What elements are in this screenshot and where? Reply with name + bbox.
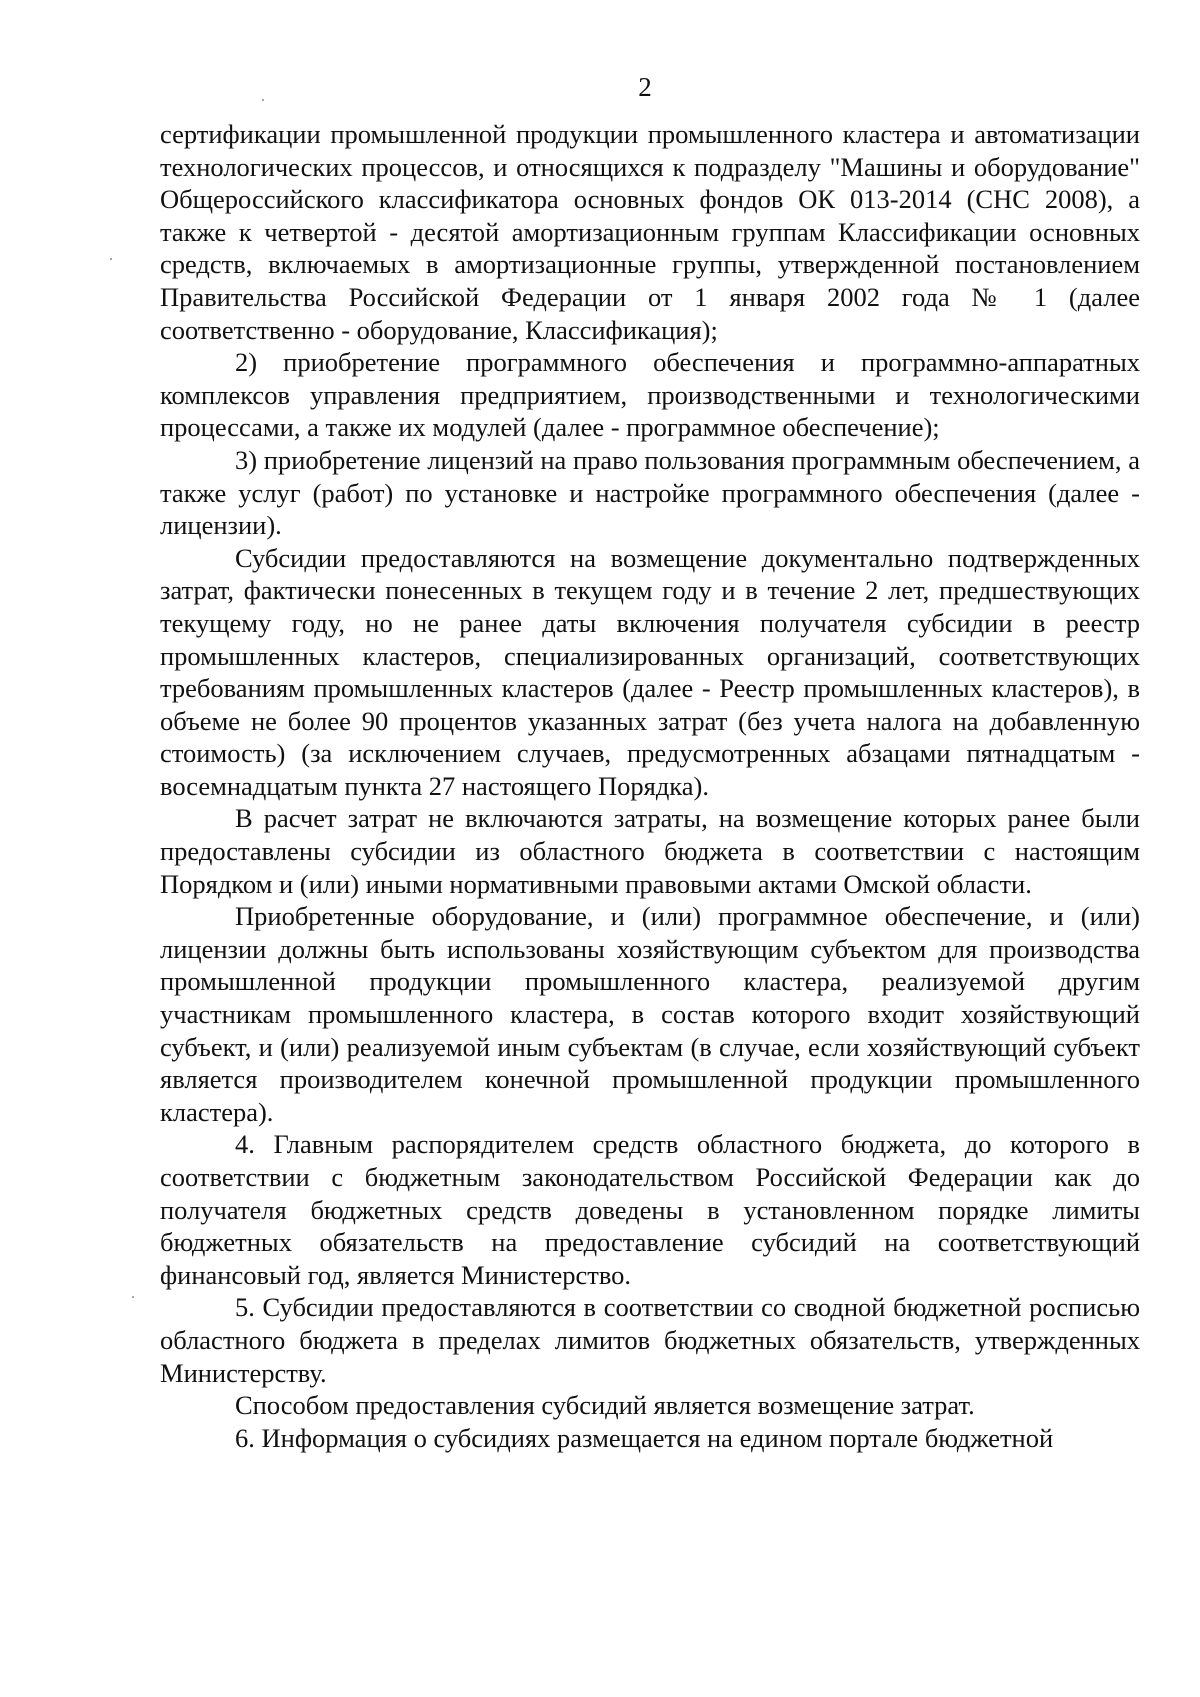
paragraph-section-5: 5. Субсидии предоставляются в соответствии со сводной бюджетной росписью областного бюджета в пределах лимитов бюджетных обязательств, утвержденных Министерству. [160,1292,1140,1388]
paragraph-item-3: 3) приобретение лицензий на право пользования программным обеспечением, а также услуг (работ) по установке и настройке программного обеспечения (далее - лицензии). [160,444,1140,541]
scan-speck [110,258,112,260]
paragraph-subsidies: Субсидии предоставляются на возмещение документально подтвержденных затрат, фактически понесенных в текущем году и в течение 2 лет, предшествующих текущему году, но не ранее даты включения получателя субсидии в реестр промышленных кластеров, специализированных организаций, соответствующих требованиям промышленных кластеров (далее - Реестр промышленных кластеров), в объеме не более 90 процентов указанных затрат (без учета налога на добавленную стоимость) (за исключением случаев, предусмотренных абзацами пятнадцатым - восемнадцатым пункта 27 настоящего Порядка). [160,542,1140,801]
document-body [160,118,1140,1454]
paragraph-section-6: 6. Информация о субсидиях размещается на едином портале бюджетной [235,1422,1054,1453]
scan-speck [262,99,264,101]
scan-speck [132,1296,134,1298]
paragraph-item-2: 2) приобретение программного обеспечения и программно-аппаратных комплексов управления предприятием, производственными и технологическими процессами, а также их модулей (далее - программное обеспечение); [160,347,1140,443]
paragraph-continuation: сертификации промышленной продукции промышленного кластера и автоматизации технологических процессов, и относящихся к подразделу "Машины и оборудование" Общероссийского классификатора основных фондов ОК 013-2014 (СНС 2008), а также к четвертой - десятой амортизационным группам Классификации основных средств, включаемых в амортизационные группы, утвержденной постановлением Правительства Российской Федерации от 1 января 2002 года № 1 (далее соответственно - оборудование, Классификация); [160,119,1140,345]
paragraph-section-4: 4. Главным распорядителем средств областного бюджета, до которого в соответствии с бюджетным законодательством Российской Федерации как до получателя бюджетных средств доведены в установленном порядке лимиты бюджетных обязательств на предоставление субсидий на соответствующий финансовый год, является Министерство. [160,1129,1140,1290]
paragraph-cost-exclusion: В расчет затрат не включаются затраты, на возмещение которых ранее были предоставлены субсидии из областного бюджета в соответствии с настоящим Порядком и (или) иными нормативными правовыми актами Омской области. [160,803,1140,899]
page-number: 2 [638,72,652,102]
paragraph-equipment-use: Приобретенные оборудование, и (или) программное обеспечение, и (или) лицензии должны быть использованы хозяйствующим субъектом для производства промышленной продукции промышленного кластера, реализуемой другим участникам промышленного кластера, в состав которого входит хозяйствующий субъект, и (или) реализуемой иным субъектам (в случае, если хозяйствующий субъект является производителем конечной промышленной продукции промышленного кластера). [160,901,1140,1127]
paragraph-method: Способом предоставления субсидий является возмещение затрат. [235,1390,975,1421]
